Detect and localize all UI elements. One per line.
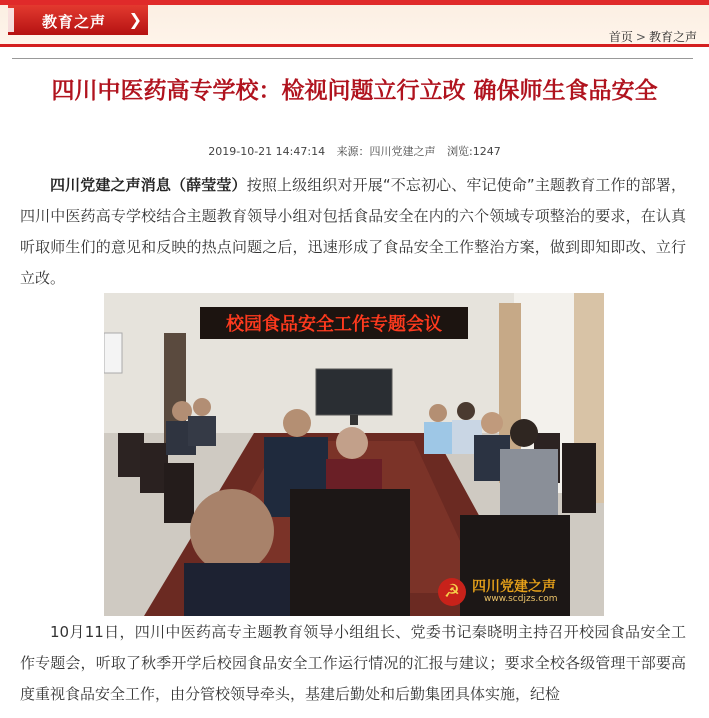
breadcrumb-separator-icon: > — [635, 30, 646, 44]
article-source: 来源：四川党建之声 — [336, 145, 436, 158]
watermark-name: 四川党建之声 — [472, 579, 556, 595]
page-header — [0, 0, 709, 44]
photo-watermark — [430, 576, 600, 612]
paragraph-lead: 四川党建之声消息（薛莹莹） — [50, 176, 247, 194]
article-paragraph: 10月11日，四川中医药高专主题教育领导小组组长、党委书记秦晓明主持召开校园食品安全工作专题会，听取了秋季开学后校园食品安全工作运行情况的汇报与建议；要求全校各级管理干部要高度重视食品安全工作，由分管校领导牵头，基建后勤处和后勤集团具体实施，纪检 — [20, 623, 686, 703]
article-views: 浏览:1247 — [447, 145, 501, 158]
breadcrumb-section-link[interactable]: 教育之声 — [648, 30, 697, 44]
section-tab-label: 教育之声 — [42, 13, 107, 31]
article-title: 四川中医药高专学校：检视问题立行立改 确保师生食品安全 — [51, 77, 658, 104]
watermark-url: www.scdjzs.com — [484, 594, 558, 604]
hammer-sickle-icon: ☭ — [438, 578, 466, 606]
breadcrumb — [609, 28, 697, 45]
paragraph-text: 按照上级组织对开展“不忘初心、牢记使命”主题教育工作的部署，四川中医药高专学校结合主题教育领导小组对包括食品安全在内的六个领域专项整治的要求，在认真听取师生们的意见和反映的热点问题之后，迅速形成了食品安全工作整治方案，做到即知即改、立行立改。 — [20, 176, 686, 287]
meeting-photo-illustration — [104, 293, 604, 616]
article-photo — [104, 293, 604, 616]
article-meta — [0, 143, 709, 159]
article-datetime: 2019-10-21 14:47:14 — [208, 145, 326, 158]
section-tab[interactable] — [8, 5, 148, 35]
chevron-right-icon: ❯ — [128, 10, 142, 29]
divider — [12, 58, 693, 59]
article-paragraph — [20, 170, 686, 294]
breadcrumb-home-link[interactable]: 首页 — [608, 30, 633, 44]
photo-banner-text: 校园食品安全工作专题会议 — [226, 314, 442, 335]
tab-marker — [8, 8, 14, 32]
